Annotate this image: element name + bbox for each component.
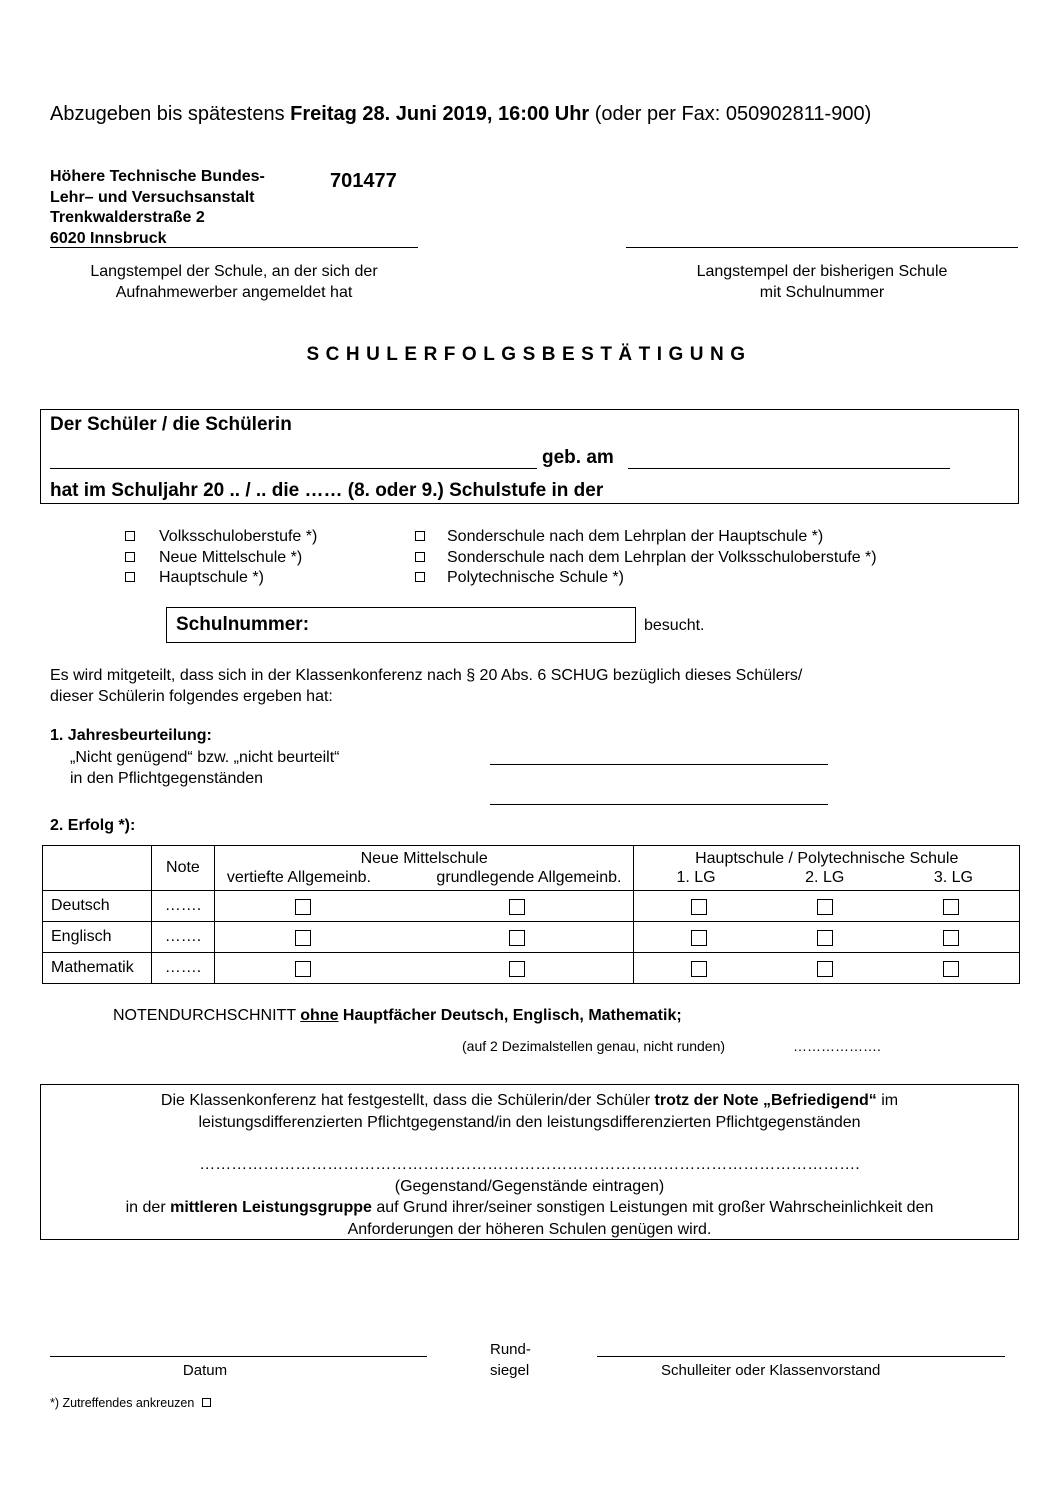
conference-line6: Anforderungen der höheren Schulen genügen wird.: [347, 1220, 712, 1238]
school-type-option[interactable]: [125, 527, 317, 548]
checkbox-icon[interactable]: [943, 961, 959, 977]
conference-subject-hint: (Gegenstand/Gegenstände eintragen): [394, 1177, 665, 1195]
checkbox-icon[interactable]: [415, 531, 425, 541]
grades-table: [42, 845, 1020, 984]
note-cell[interactable]: …….: [151, 922, 214, 953]
nms-header: Neue Mittelschule: [360, 850, 488, 867]
schulnummer-suffix: besucht.: [644, 617, 705, 634]
subject-cell: Englisch: [43, 922, 152, 953]
conference-line5-prefix: in der: [125, 1199, 171, 1216]
school-stamp-caption-line2: Aufnahmewerber angemeldet hat: [115, 284, 353, 301]
intro-line2: dieser Schülerin folgendes ergeben hat:: [50, 688, 333, 705]
nms-sub-grundlegende: grundlegende Allgemeinb.: [436, 869, 622, 886]
conference-line5: [40, 1197, 1019, 1219]
checkbox-icon[interactable]: [125, 552, 135, 562]
checkbox-icon[interactable]: [943, 899, 959, 915]
lg2-header: 2. LG: [805, 869, 845, 886]
school-type-label: Polytechnische Schule *): [447, 569, 624, 586]
conference-line1-bold: trotz der Note „Befriedigend“: [654, 1092, 877, 1109]
note-cell[interactable]: …….: [151, 953, 214, 984]
average-ohne: ohne: [300, 1007, 339, 1024]
school-types-right: [415, 527, 877, 589]
signature-field[interactable]: [597, 1356, 1005, 1357]
subject-cell: Mathematik: [43, 953, 152, 984]
hs-header: Hauptschule / Polytechnische Schule: [695, 850, 959, 867]
average-line: [113, 1007, 682, 1025]
school-stamp-caption-line1: Langstempel der Schule, an der sich der: [90, 263, 378, 280]
signature-label: Schulleiter oder Klassenvorstand: [661, 1362, 881, 1379]
school-stamp-line1: Höhere Technische Bundes-: [50, 168, 265, 185]
intro-line1: Es wird mitgeteilt, dass sich in der Klassenkonferenz nach § 20 Abs. 6 SCHUG bezüglich dieses Schülers/: [50, 667, 803, 684]
prev-stamp-caption-line2: mit Schulnummer: [759, 284, 885, 301]
school-type-option[interactable]: [125, 548, 317, 569]
checkbox-icon[interactable]: [415, 572, 425, 582]
section2-heading: 2. Erfolg *):: [50, 817, 136, 834]
section1-heading: 1. Jahresbeurteilung:: [50, 727, 212, 744]
note-header: Note: [151, 846, 214, 891]
checkbox-icon[interactable]: [509, 961, 525, 977]
section1-text: [70, 747, 339, 789]
school-year-line: hat im Schuljahr 20 .. / .. die …… (8. oder 9.) Schulstufe in der: [50, 480, 604, 501]
seal-label: [490, 1339, 531, 1381]
seal-line1: Rund-: [490, 1341, 531, 1358]
date-field[interactable]: [50, 1356, 427, 1357]
table-row: [43, 922, 1020, 953]
school-number: 701477: [330, 170, 397, 192]
checkbox-icon[interactable]: [817, 930, 833, 946]
hs-cell: [634, 922, 1020, 953]
deadline-line: [50, 103, 871, 126]
section1-line2: in den Pflichtgegenständen: [70, 770, 264, 787]
footnote-text: *) Zutreffendes ankreuzen: [50, 1396, 195, 1410]
prev-stamp-caption: [626, 261, 1018, 303]
nms-cell: [214, 953, 634, 984]
section1-line1: „Nicht genügend“ bzw. „nicht beurteilt“: [70, 749, 340, 766]
hs-cell: [634, 953, 1020, 984]
date-label: Datum: [182, 1362, 228, 1379]
school-type-option[interactable]: [415, 527, 877, 548]
school-type-option[interactable]: [415, 568, 877, 589]
seal-line2: siegel: [490, 1362, 530, 1379]
school-type-label: Volksschuloberstufe *): [159, 528, 318, 545]
conference-line1-suffix: im: [876, 1092, 899, 1109]
conference-line1: [40, 1090, 1019, 1112]
student-name-field[interactable]: [50, 468, 537, 469]
fail-subjects-field-1[interactable]: [490, 764, 828, 765]
footnote: [50, 1396, 211, 1410]
birthdate-field[interactable]: [628, 468, 950, 469]
school-stamp-line2: Lehr– und Versuchsanstalt: [50, 188, 255, 206]
average-prefix: NOTENDURCHSCHNITT: [113, 1007, 301, 1024]
subject-cell: Deutsch: [43, 891, 152, 922]
school-type-label: Sonderschule nach dem Lehrplan der Hauptschule *): [447, 528, 824, 545]
hs-header-cell: [634, 846, 1020, 891]
deadline-date: Freitag 28. Juni 2019, 16:00 Uhr: [290, 103, 590, 125]
conference-line5-bold: mittleren Leistungsgruppe: [170, 1199, 372, 1216]
school-stamp: [50, 167, 265, 249]
conference-line5-suffix: auf Grund ihrer/seiner sonstigen Leistungen mit großer Wahrscheinlichkeit den: [371, 1199, 934, 1216]
checkbox-icon[interactable]: [817, 899, 833, 915]
school-stamp-line3: Trenkwalderstraße 2: [50, 209, 205, 226]
deadline-suffix: (oder per Fax: 050902811-900): [589, 103, 872, 125]
note-cell[interactable]: …….: [151, 891, 214, 922]
schulnummer-label: Schulnummer:: [176, 614, 310, 635]
table-header-row: [43, 846, 1020, 891]
fail-subjects-field-2[interactable]: [490, 804, 828, 805]
checkbox-icon[interactable]: [125, 572, 135, 582]
school-stamp-line: [50, 247, 418, 248]
nms-cell: [214, 922, 634, 953]
checkbox-icon[interactable]: [295, 930, 311, 946]
average-bold-rest: Hauptfächer Deutsch, Englisch, Mathematik;: [338, 1007, 682, 1024]
hs-cell: [634, 891, 1020, 922]
deadline-prefix: Abzugeben bis spätestens: [50, 103, 291, 125]
prev-stamp-line: [626, 247, 1018, 248]
conference-subject-field[interactable]: …………………………………………………………………………………………………………….: [199, 1156, 860, 1173]
school-stamp-line4: 6020 Innsbruck: [50, 229, 167, 247]
school-type-option[interactable]: [415, 548, 877, 569]
prev-stamp-caption-line1: Langstempel der bisherigen Schule: [696, 263, 948, 280]
conference-line1-prefix: Die Klassenkonferenz hat festgestellt, dass die Schülerin/der Schüler: [160, 1092, 655, 1109]
checkbox-icon: [202, 1398, 211, 1407]
average-field[interactable]: ……………….: [793, 1038, 881, 1054]
subject-header-cell: [43, 846, 152, 891]
checkbox-icon[interactable]: [509, 930, 525, 946]
checkbox-icon[interactable]: [691, 899, 707, 915]
student-label: Der Schüler / die Schülerin: [50, 414, 292, 435]
conference-text: [40, 1090, 1019, 1240]
school-type-label: Hauptschule *): [159, 569, 264, 586]
school-type-option[interactable]: [125, 568, 317, 589]
conference-line2: leistungsdifferenzierten Pflichtgegenstand/in den leistungsdifferenzierten Pflichtgegenständen: [198, 1113, 861, 1131]
table-row: [43, 953, 1020, 984]
intro-text: [50, 665, 802, 707]
checkbox-icon[interactable]: [943, 930, 959, 946]
birthdate-label: geb. am: [542, 447, 614, 468]
nms-sub-vertiefte: vertiefte Allgemeinb.: [226, 869, 371, 886]
school-types-left: [125, 527, 317, 589]
checkbox-icon[interactable]: [415, 552, 425, 562]
checkbox-icon[interactable]: [509, 899, 525, 915]
checkbox-icon[interactable]: [295, 899, 311, 915]
checkbox-icon[interactable]: [125, 531, 135, 541]
school-type-label: Sonderschule nach dem Lehrplan der Volksschuloberstufe *): [447, 548, 877, 566]
table-row: [43, 891, 1020, 922]
checkbox-icon[interactable]: [295, 961, 311, 977]
checkbox-icon[interactable]: [691, 961, 707, 977]
lg3-header: 3. LG: [933, 869, 973, 886]
checkbox-icon[interactable]: [817, 961, 833, 977]
nms-header-cell: [214, 846, 634, 891]
page-title: SCHULERFOLGSBESTÄTIGUNG: [306, 344, 752, 365]
nms-cell: [214, 891, 634, 922]
checkbox-icon[interactable]: [691, 930, 707, 946]
lg1-header: 1. LG: [676, 869, 716, 886]
school-stamp-caption: [50, 261, 418, 303]
school-type-label: Neue Mittelschule *): [159, 548, 303, 566]
average-note: (auf 2 Dezimalstellen genau, nicht runden): [462, 1038, 726, 1054]
